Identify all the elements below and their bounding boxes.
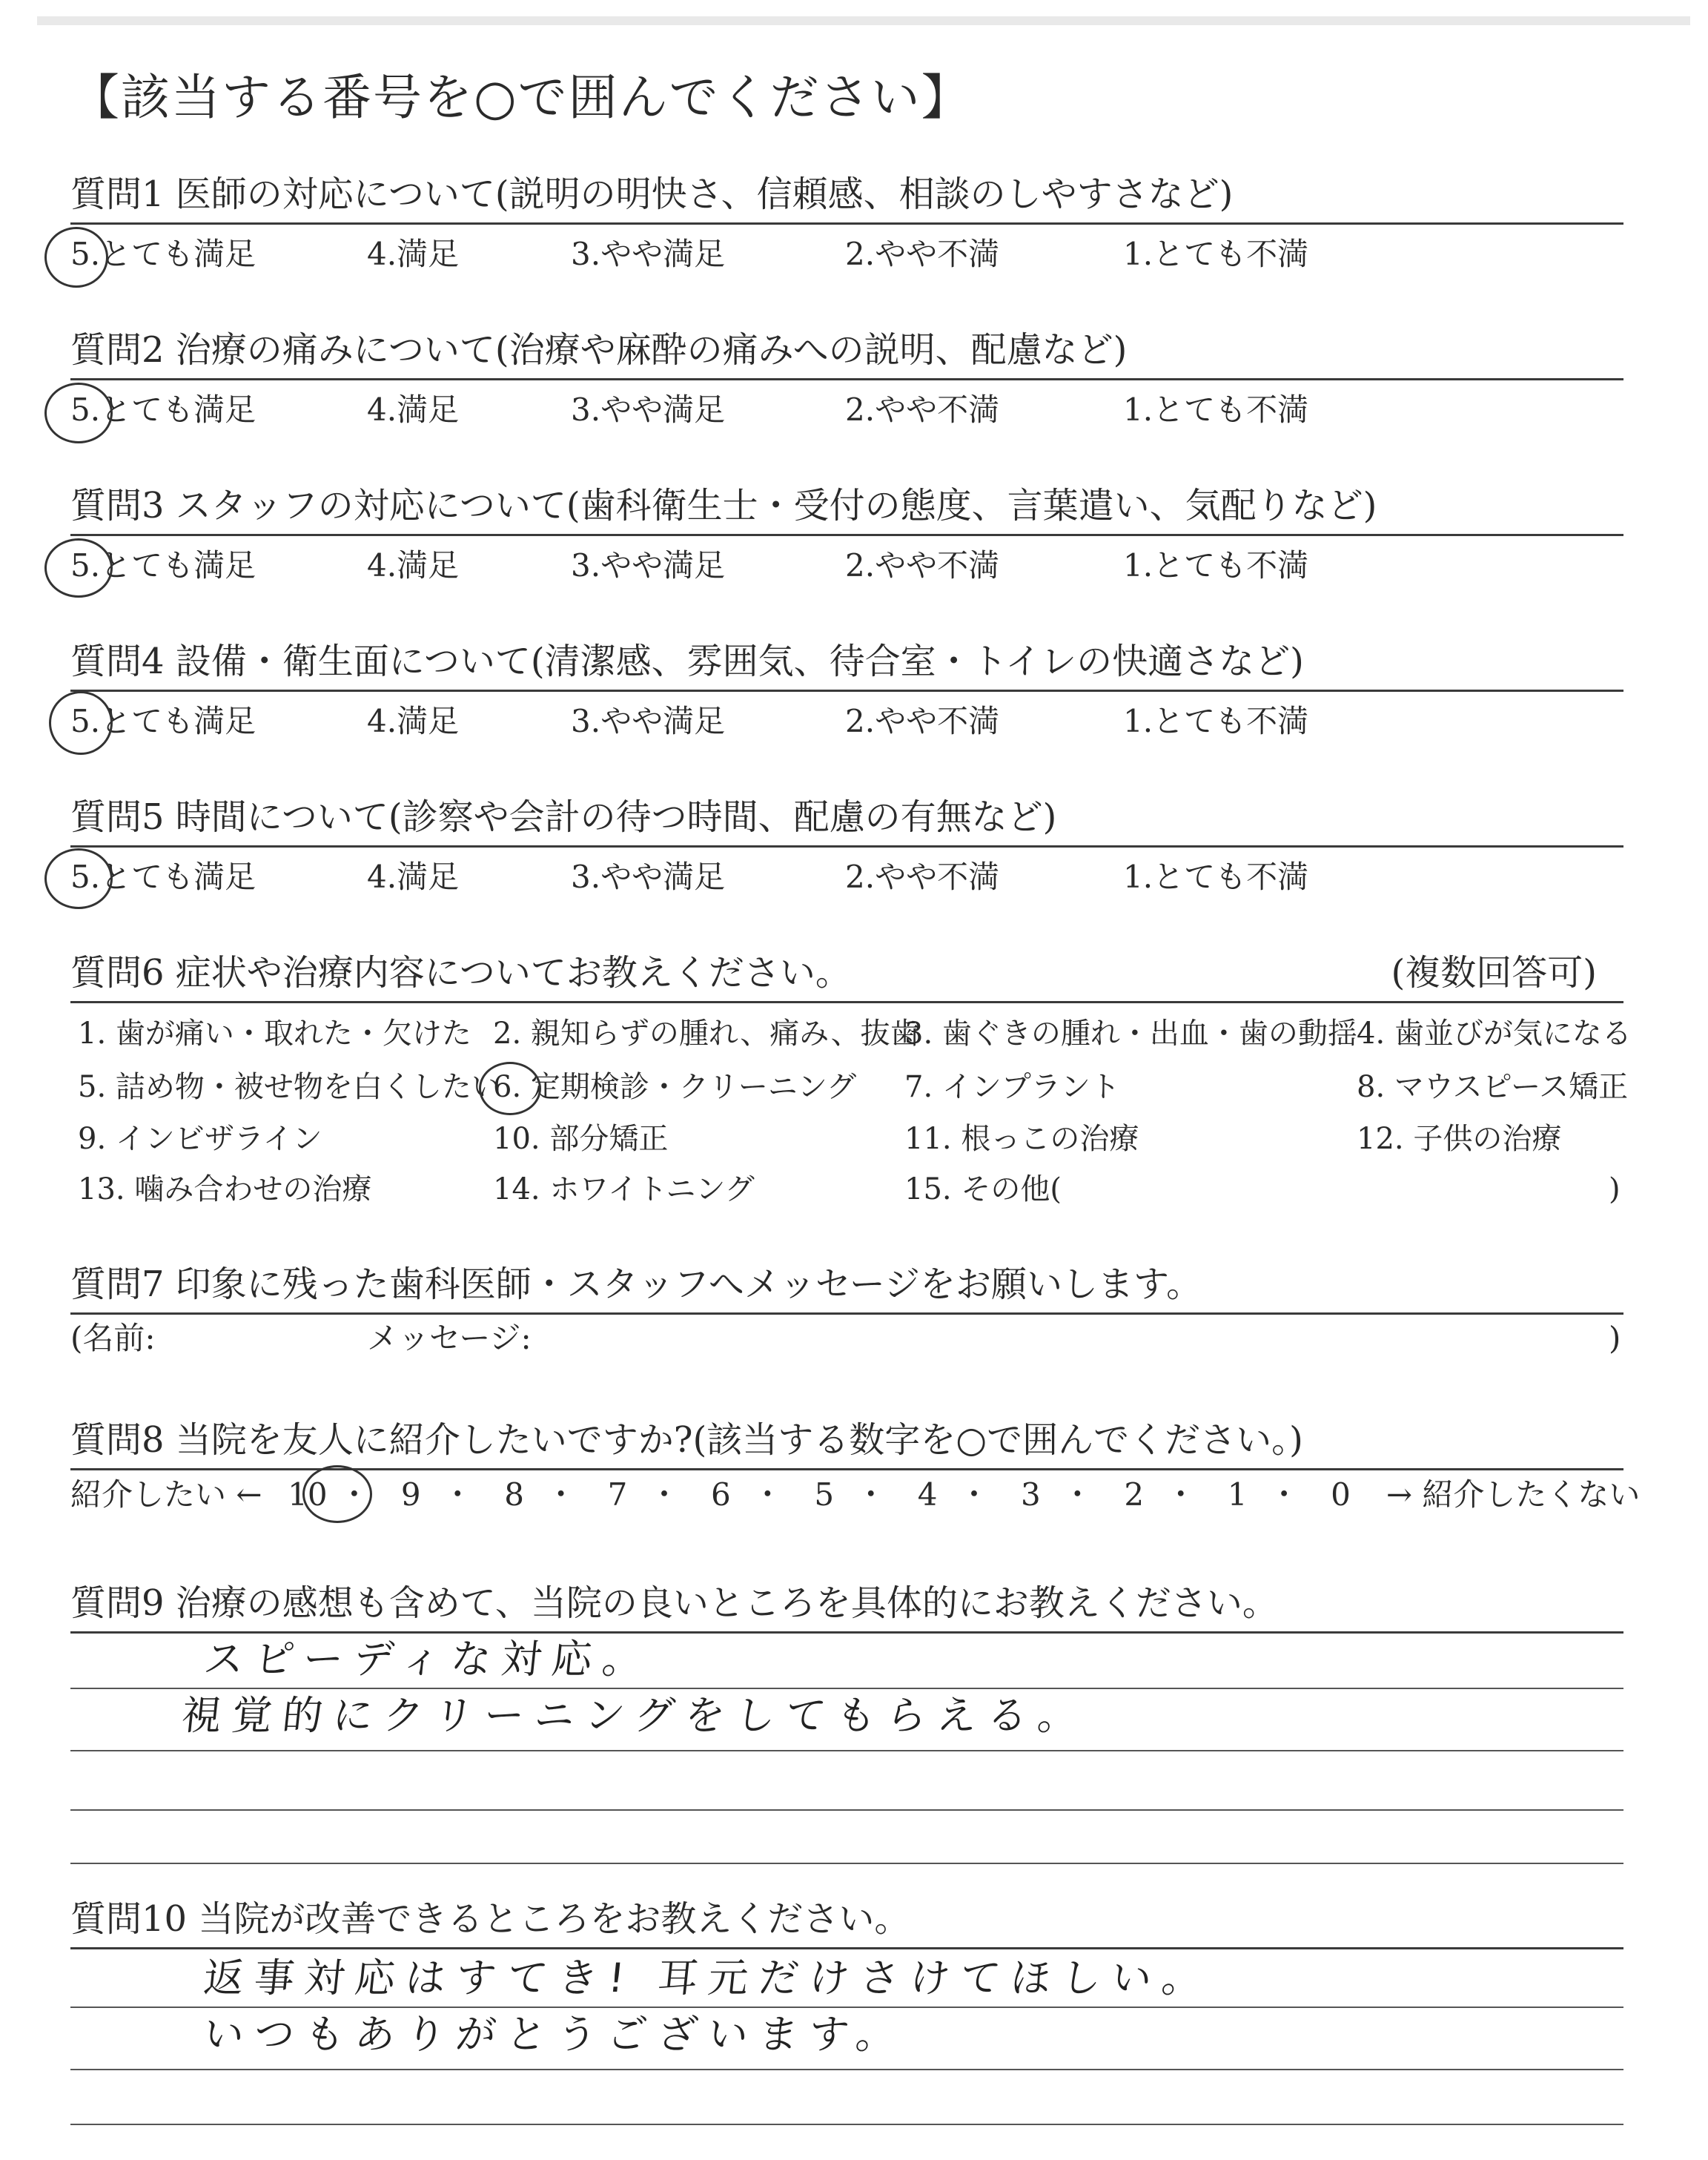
q4-option-5[interactable]: 5.とても満足 [70, 703, 256, 739]
q10-answer-line-2 [70, 2069, 1623, 2070]
question-3-label: 質問3 スタッフの対応について(歯科衛生士・受付の態度、言葉遣い、気配りなど) [70, 485, 1377, 526]
question-7-rule [70, 1312, 1623, 1315]
q8-right-label: → 紹介したくない [1386, 1476, 1641, 1513]
scan-top-edge [37, 16, 1690, 25]
q9-handwritten-answer-1: スピーディな対応。 [201, 1636, 655, 1682]
q10-handwritten-answer-2: いつもありがとうございます。 [201, 2011, 910, 2058]
q3-option-1[interactable]: 1.とても不満 [1123, 547, 1309, 584]
q3-option-2[interactable]: 2.やや不満 [845, 547, 1000, 584]
q8-score-8[interactable]: 8 [504, 1476, 524, 1513]
q8-score-7[interactable]: 7 [607, 1476, 628, 1513]
question-9-label: 質問9 治療の感想も含めて、当院の良いところを具体的にお教えください。 [70, 1582, 1278, 1624]
q5-option-3[interactable]: 3.やや満足 [571, 859, 726, 895]
q9-answer-line-2 [70, 1750, 1623, 1751]
q4-option-2[interactable]: 2.やや不満 [845, 703, 1000, 739]
q6-option-1[interactable]: 1. 歯が痛い・取れた・欠けた [78, 1017, 471, 1051]
q6-option-10[interactable]: 10. 部分矯正 [493, 1122, 669, 1156]
question-4-rule [70, 690, 1623, 692]
q5-option-5[interactable]: 5.とても満足 [70, 859, 256, 895]
q10-answer-line-1 [70, 2007, 1623, 2008]
q8-score-3[interactable]: 3 [1021, 1476, 1041, 1513]
question-8-rule [70, 1468, 1623, 1470]
q6-selection-circle [479, 1062, 541, 1115]
q8-left-label: 紹介したい ← [70, 1476, 262, 1513]
q7-name-label: (名前: [70, 1320, 156, 1356]
q2-option-1[interactable]: 1.とても不満 [1123, 392, 1309, 428]
q8-score-9[interactable]: 9 [400, 1476, 421, 1513]
q9-answer-line-1 [70, 1688, 1623, 1689]
q6-option-2[interactable]: 2. 親知らずの腫れ、痛み、抜歯 [493, 1017, 920, 1051]
q6-option-11[interactable]: 11. 根っこの治療 [904, 1122, 1139, 1156]
q6-option-3[interactable]: 3. 歯ぐきの腫れ・出血・歯の動揺 [904, 1017, 1357, 1051]
q3-option-5[interactable]: 5.とても満足 [70, 547, 256, 584]
question-3-rule [70, 534, 1623, 536]
q3-option-3[interactable]: 3.やや満足 [571, 547, 726, 584]
question-4-label: 質問4 設備・衛生面について(清潔感、雰囲気、待合室・トイレの快適さなど) [70, 641, 1304, 682]
question-9-rule [70, 1631, 1623, 1634]
q7-message-label[interactable]: メッセージ: [367, 1320, 532, 1356]
question-2-rule [70, 378, 1623, 380]
q8-scale: 紹介したい ← 10 ・ 9 ・ 8 ・ 7 ・ 6 ・ 5 ・ 4 ・ 3 ・ 2 ・ 1 ・ 0 → 紹介したくない [70, 1474, 1627, 1516]
q1-option-1[interactable]: 1.とても不満 [1123, 236, 1309, 272]
question-6-label: 質問6 症状や治療内容についてお教えください。 [70, 952, 851, 994]
q6-option-15-close: ) [1609, 1172, 1621, 1206]
q6-option-12[interactable]: 12. 子供の治療 [1357, 1122, 1562, 1156]
q4-selection-circle [49, 691, 113, 755]
q4-option-4[interactable]: 4.満足 [367, 703, 460, 739]
q5-option-1[interactable]: 1.とても不満 [1123, 859, 1309, 895]
q1-option-4[interactable]: 4.満足 [367, 236, 460, 272]
question-10-label: 質問10 当院が改善できるところをお教えください。 [70, 1898, 910, 1940]
q6-option-8[interactable]: 8. マウスピース矯正 [1357, 1070, 1629, 1104]
q3-selection-circle [44, 538, 113, 598]
q8-score-4[interactable]: 4 [917, 1476, 938, 1513]
q1-option-3[interactable]: 3.やや満足 [571, 236, 726, 272]
q2-option-3[interactable]: 3.やや満足 [571, 392, 726, 428]
q1-selection-circle [44, 227, 108, 288]
question-6-note: (複数回答可) [1391, 952, 1597, 994]
q9-answer-line-3 [70, 1809, 1623, 1811]
question-8-label: 質問8 当院を友人に紹介したいですか?(該当する数字を○で囲んでください。) [70, 1419, 1303, 1461]
question-10-rule [70, 1947, 1623, 1949]
q2-option-5[interactable]: 5.とても満足 [70, 392, 256, 428]
question-7-label: 質問7 印象に残った歯科医師・スタッフへメッセージをお願いします。 [70, 1264, 1202, 1305]
q8-selection-circle [302, 1465, 372, 1523]
q6-option-6[interactable]: 6. 定期検診・クリーニング [493, 1070, 857, 1104]
question-6-rule [70, 1001, 1623, 1003]
q6-option-5[interactable]: 5. 詰め物・被せ物を白くしたい [78, 1070, 501, 1104]
question-1-rule [70, 222, 1623, 225]
q8-score-1[interactable]: 1 [1227, 1476, 1248, 1513]
q4-option-3[interactable]: 3.やや満足 [571, 703, 726, 739]
q9-handwritten-answer-2: 視覚的にクリーニングをしてもらえる。 [179, 1692, 1091, 1739]
q6-option-13[interactable]: 13. 噛み合わせの治療 [78, 1172, 372, 1206]
question-1-label: 質問1 医師の対応について(説明の明快さ、信頼感、相談のしやすさなど) [70, 174, 1234, 215]
question-5-label: 質問5 時間について(診察や会計の待つ時間、配慮の有無など) [70, 796, 1057, 838]
q5-option-4[interactable]: 4.満足 [367, 859, 460, 895]
q10-handwritten-answer-1: 返事対応はすてき! 耳元だけさけてほしい。 [201, 1955, 1215, 2001]
q8-score-10[interactable]: 10 [288, 1476, 328, 1513]
q1-option-2[interactable]: 2.やや不満 [845, 236, 1000, 272]
q5-selection-circle [44, 848, 113, 909]
q8-score-5[interactable]: 5 [814, 1476, 835, 1513]
q2-selection-circle [44, 383, 113, 443]
q7-close-paren: ) [1609, 1320, 1621, 1356]
q1-option-5[interactable]: 5.とても満足 [70, 236, 256, 272]
q2-option-4[interactable]: 4.満足 [367, 392, 460, 428]
page-title: 【該当する番号を○で囲んでください】 [70, 69, 972, 126]
q4-option-1[interactable]: 1.とても不満 [1123, 703, 1309, 739]
question-5-rule [70, 845, 1623, 848]
q6-option-9[interactable]: 9. インビザライン [78, 1122, 322, 1156]
q6-option-7[interactable]: 7. インプラント [904, 1070, 1120, 1104]
question-2-label: 質問2 治療の痛みについて(治療や麻酔の痛みへの説明、配慮など) [70, 329, 1128, 371]
q8-score-0[interactable]: 0 [1331, 1476, 1351, 1513]
q6-option-14[interactable]: 14. ホワイトニング [493, 1172, 755, 1206]
q3-option-4[interactable]: 4.満足 [367, 547, 460, 584]
q2-option-2[interactable]: 2.やや不満 [845, 392, 1000, 428]
q6-option-15[interactable]: 15. その他( [904, 1172, 1062, 1206]
q10-answer-line-3 [70, 2124, 1623, 2125]
q5-option-2[interactable]: 2.やや不満 [845, 859, 1000, 895]
q9-answer-line-4 [70, 1863, 1623, 1864]
q8-score-6[interactable]: 6 [710, 1476, 731, 1513]
q6-option-4[interactable]: 4. 歯並びが気になる [1357, 1017, 1632, 1051]
q8-score-2[interactable]: 2 [1124, 1476, 1145, 1513]
